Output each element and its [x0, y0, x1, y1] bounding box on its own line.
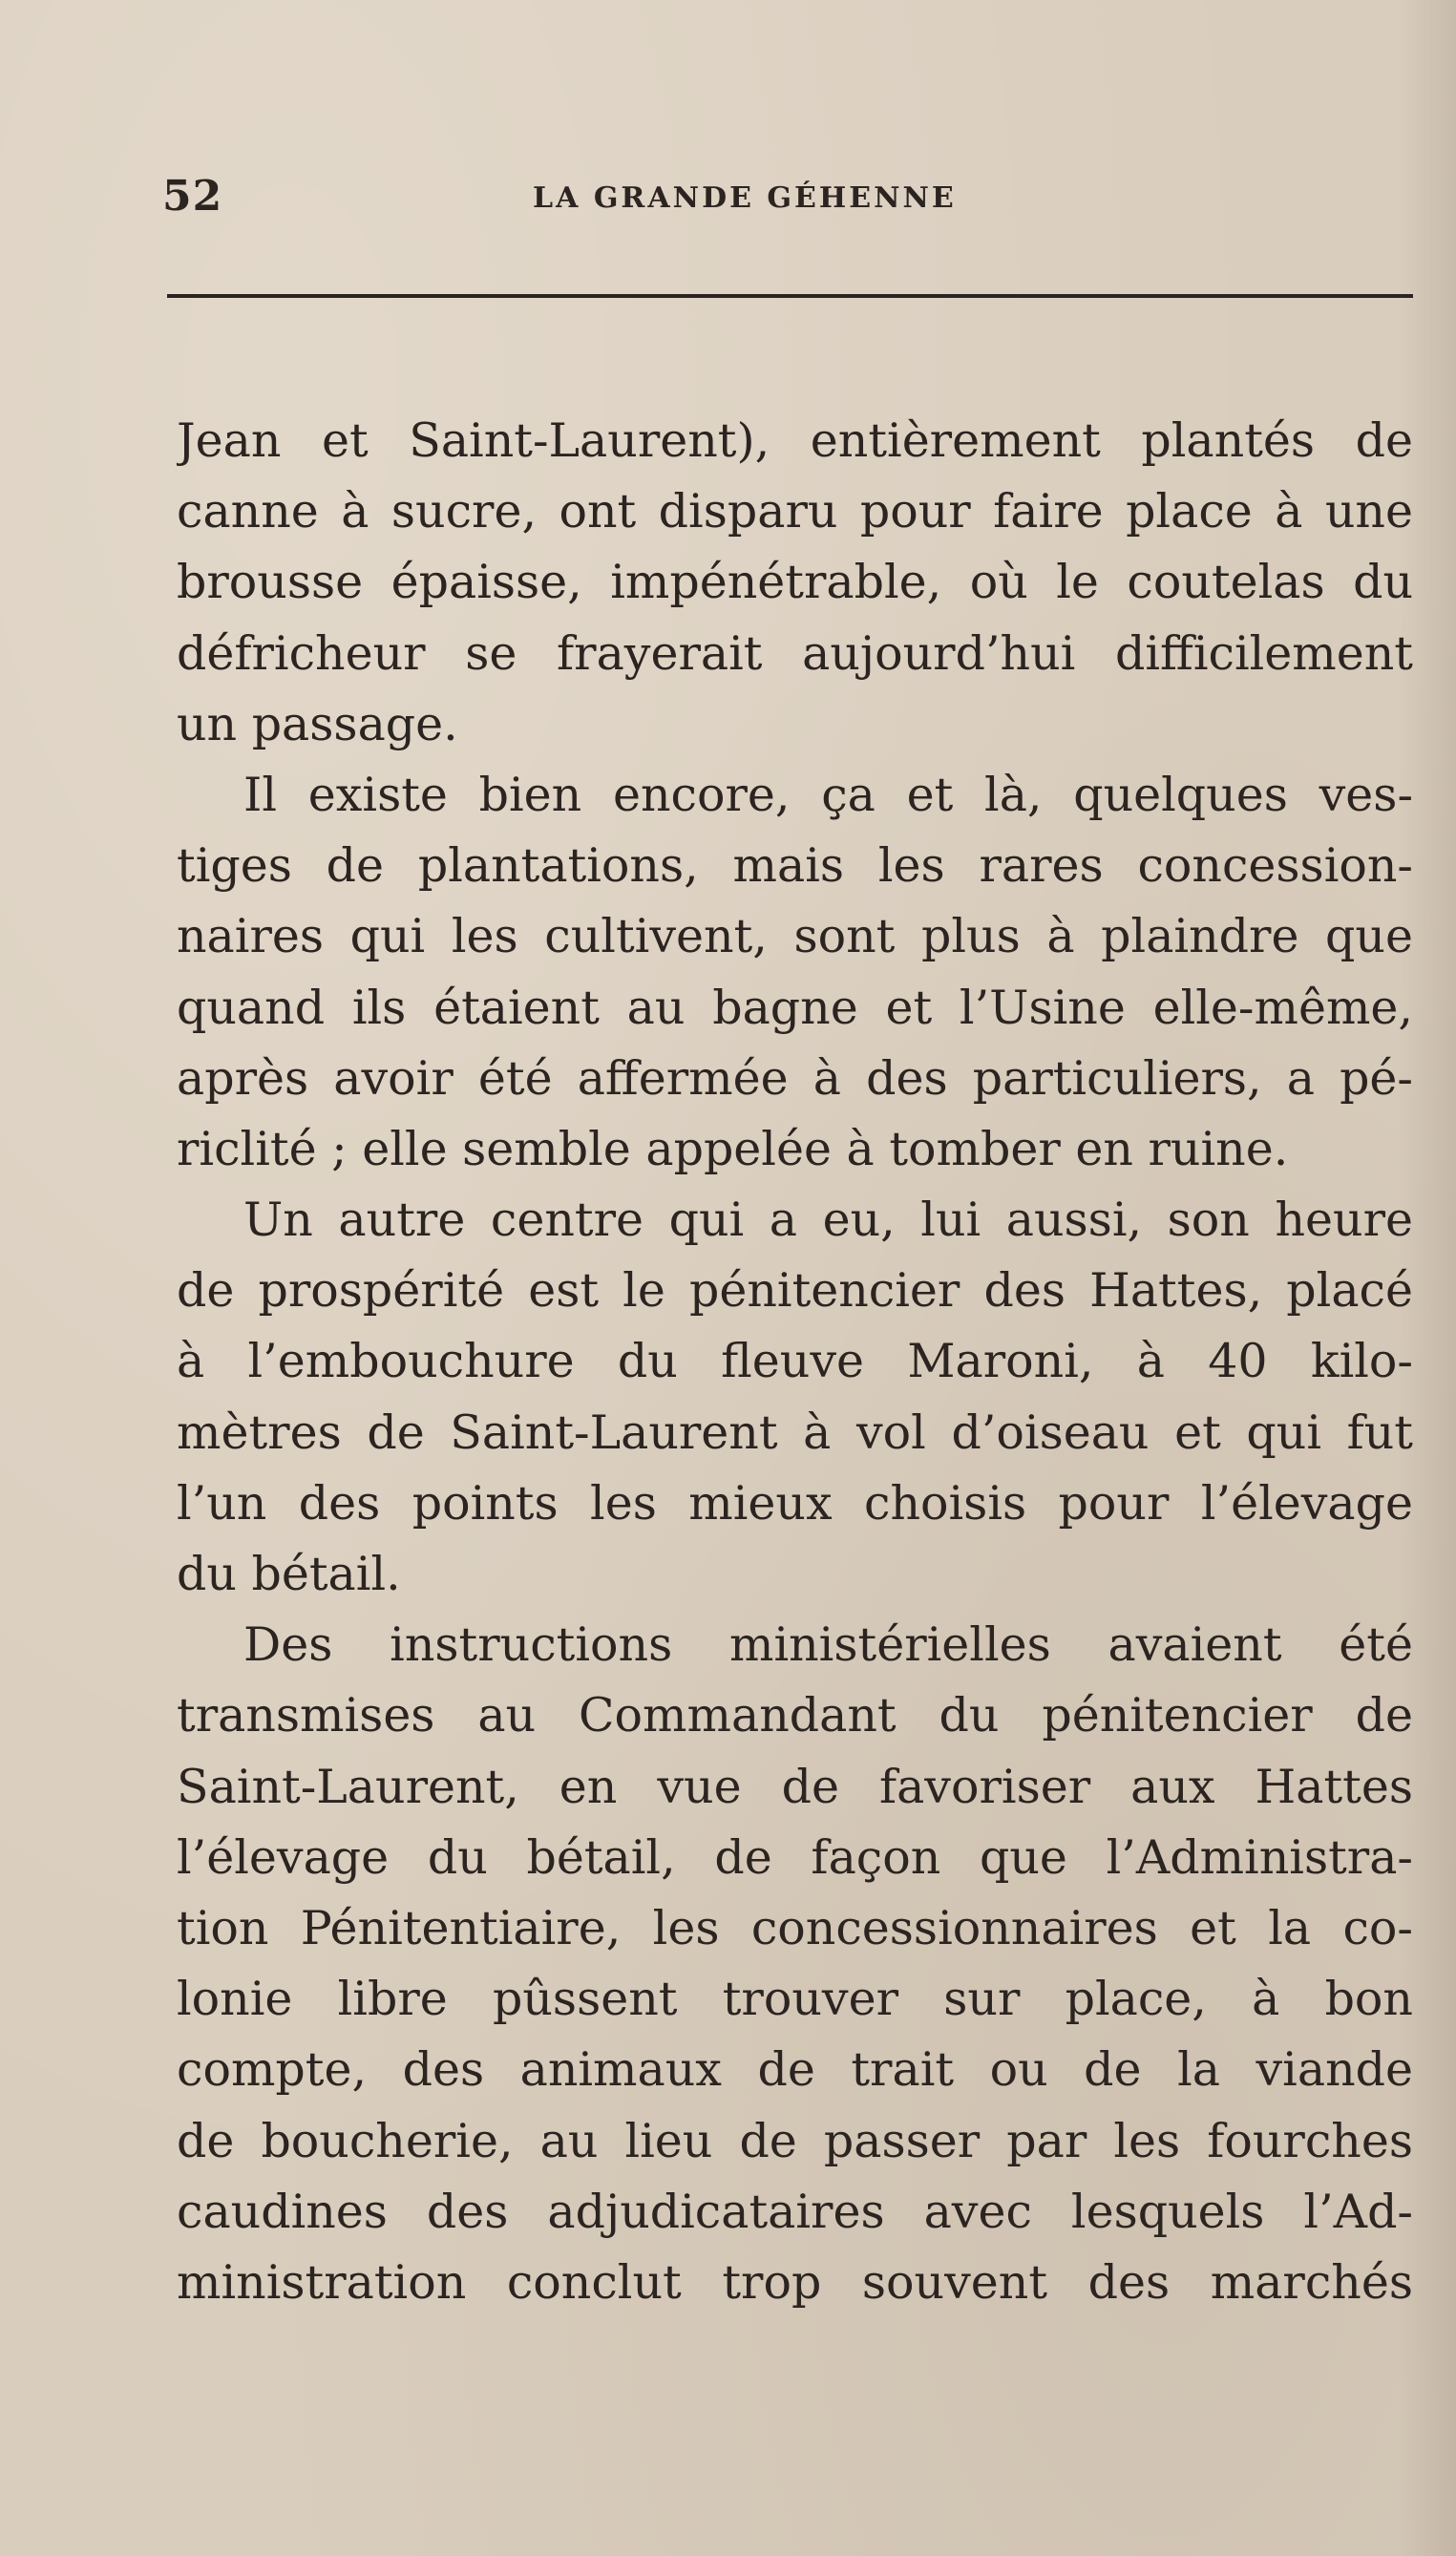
text-line: mètres de Saint-Laurent à vol d’oiseau et qui fut	[177, 1405, 1413, 1460]
text-line: riclité ; elle semble appelée à tomber en ruine.	[177, 1121, 1289, 1176]
text-line: Saint-Laurent, en vue de favoriser aux Hattes	[177, 1759, 1413, 1814]
text-line: l’élevage du bétail, de façon que l’Administra-	[177, 1829, 1413, 1885]
text-line: caudines des adjudicataires avec lesquels l’Ad-	[177, 2184, 1413, 2239]
text-line: tion Pénitentiaire, les concessionnaires et la co-	[177, 1900, 1413, 1955]
text-line: du bétail.	[177, 1547, 401, 1601]
text-line: de prospérité est le pénitencier des Hattes, placé	[177, 1263, 1413, 1319]
text-line: après avoir été affermée à des particuliers, a pé-	[177, 1050, 1413, 1106]
page-header	[162, 172, 1413, 229]
paragraph-start-line: Il existe bien encore, ça et là, quelques ves-	[243, 767, 1413, 822]
text-line: l’un des points les mieux choisis pour l’élevage	[177, 1475, 1413, 1531]
paragraph-start-line: Un autre centre qui a eu, lui aussi, son heure	[243, 1193, 1413, 1248]
text-line: Jean et Saint-Laurent), entièrement plantés de	[177, 413, 1413, 468]
text-line: lonie libre pûssent trouver sur place, à bon	[177, 1972, 1413, 2027]
running-title: LA GRANDE GÉHENNE	[533, 181, 957, 215]
paragraph-start-line: Des instructions ministérielles avaient été	[243, 1617, 1413, 1673]
text-line: transmises au Commandant du pénitencier de	[177, 1688, 1413, 1743]
text-line: tiges de plantations, mais les rares concession-	[177, 838, 1413, 894]
text-line: de boucherie, au lieu de passer par les fourches	[177, 2113, 1413, 2168]
text-line: canne à sucre, ont disparu pour faire place à une	[177, 484, 1413, 539]
text-line: ministration conclut trop souvent des marchés	[177, 2254, 1413, 2310]
text-line: à l’embouchure du fleuve Maroni, à 40 kilo-	[177, 1334, 1413, 1389]
text-line: naires qui les cultivent, sont plus à plaindre que	[177, 909, 1413, 964]
text-line: quand ils étaient au bagne et l’Usine elle-même,	[177, 980, 1413, 1035]
body-text	[177, 406, 1413, 2318]
page-number: 52	[162, 172, 223, 221]
text-line: un passage.	[177, 696, 458, 751]
text-line: défricheur se frayerait aujourd’hui difficilement	[177, 625, 1413, 681]
text-line: compte, des animaux de trait ou de la viande	[177, 2042, 1413, 2098]
text-line: brousse épaisse, impénétrable, où le coutelas du	[177, 555, 1413, 610]
header-rule	[167, 294, 1413, 298]
